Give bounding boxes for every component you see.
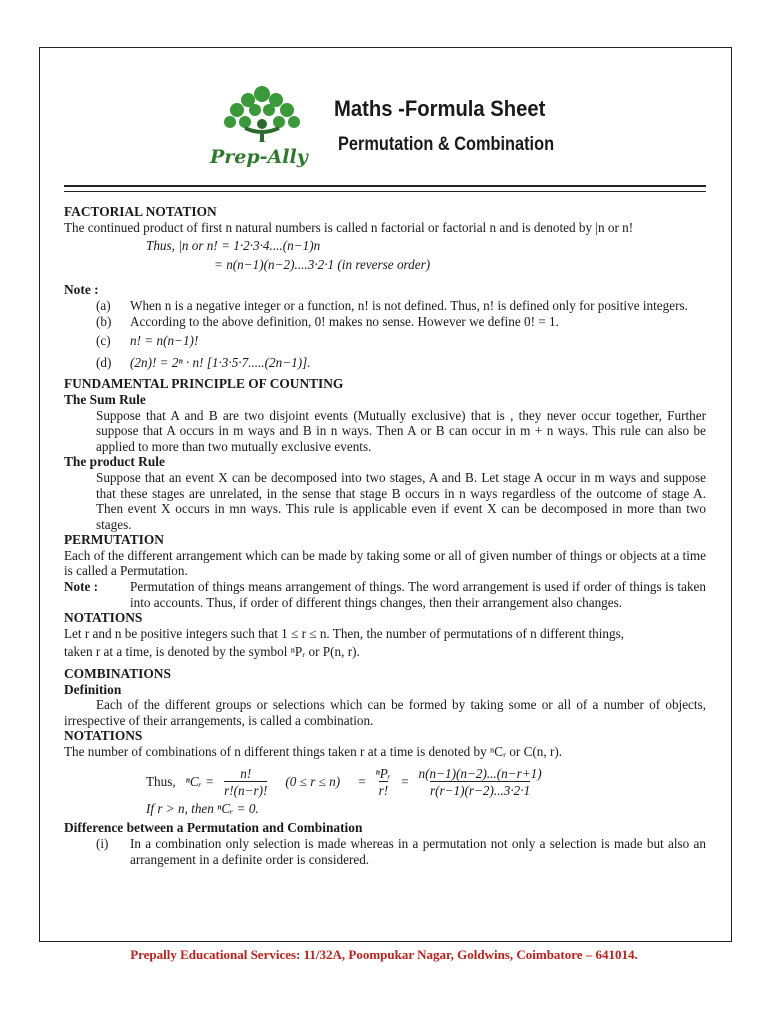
page-subtitle: Permutation & Combination <box>338 134 555 155</box>
note-item: (a) When n is a negative integer or a function, n! is not defined. Thus, n! is defined only for positive integers. <box>96 297 688 313</box>
combination-if-line: If r > n, then ⁿCᵣ = 0. <box>146 800 259 816</box>
sum-rule-text: Suppose that A and B are two disjoint events (Mutually exclusive) that is , they never occur together, Further suppose that A occurs in m ways and B in n ways. Then A or B can occur in m + n ways. This rule can also be applied to more than two mutually exclusive events. <box>96 407 706 454</box>
definition-heading: Definition <box>64 681 122 697</box>
permutation-notations-text-2: taken r at a time, is denoted by the symbol ⁿPᵣ or P(n, r). <box>64 644 360 660</box>
permutation-notations-text-1: Let r and n be positive integers such that 1 ≤ r ≤ n. Then, the number of permutations of n different things, <box>64 625 625 641</box>
permutation-note: Note : Permutation of things means arrangement of things. The word arrangement is used if order of things is taken into accounts. Thus, if order of different things changes, then their arrangement also changes. <box>64 579 706 610</box>
fraction: ⁿPᵣ r! <box>375 765 392 799</box>
combinations-heading: COMBINATIONS <box>64 666 171 682</box>
header-divider <box>64 185 706 192</box>
content <box>64 204 706 867</box>
permutation-notations-heading: NOTATIONS <box>64 610 143 626</box>
combination-notations-heading: NOTATIONS <box>64 728 143 744</box>
page-title: Maths -Formula Sheet <box>334 96 546 121</box>
counting-heading: FUNDAMENTAL PRINCIPLE OF COUNTING <box>64 376 344 392</box>
note-item: (b) According to the above definition, 0! makes no sense. However we define 0! = 1. <box>96 313 559 329</box>
product-rule-heading: The product Rule <box>64 454 165 470</box>
footer-address: Prepally Educational Services: 11/32A, Poompukar Nagar, Goldwins, Coimbatore – 641014. <box>130 947 638 962</box>
factorial-text: The continued product of first n natural numbers is called n factorial or factorial n and is denoted by |n or n! <box>64 219 634 235</box>
factorial-formula-1: Thus, |n or n! = 1·2·3·4....(n−1)n <box>146 238 321 254</box>
combination-formula: Thus, ⁿCᵣ = $\frac{n!}{r!(n-r)!}$ (0 ≤ r ≤ n) = ⁿPᵣ r! = $\frac{n(n-1)(n-2)...(n-r+1)}{r(r-1)(r-2)...3\cdot 2\cdot 1}$ <box>146 765 542 799</box>
difference-heading: Difference between a Permutation and Combination <box>64 820 363 836</box>
permutation-text: Each of the different arrangement which can be made by taking some or all of given number of things or objects at a time is called a Permutation. <box>64 547 706 579</box>
note-item: (d) (2n)! = 2ⁿ · n! [1·3·5·7.....(2n−1)]. <box>96 354 311 370</box>
difference-item: (i) In a combination only selection is made whereas in a permutation not only a selection is made but also an arrangement in a definite order is considered. <box>96 835 706 867</box>
permutation-heading: PERMUTATION <box>64 532 164 548</box>
fraction: $\frac{n!}{r!(n-r)!}$ <box>224 765 268 799</box>
logo-text: Prep-Ally <box>210 146 308 168</box>
product-rule-text: Suppose that an event X can be decomposed into two stages, A and B. Let stage A occur in m ways and suppose that these stages are unrelated, in the sense that stage B occurs in n ways regardless of the outcome of stage A. Then event X occurs in mn ways. This rule is applicable even if event X can be decomposed in more than two stages. <box>96 469 706 532</box>
fraction: $\frac{n(n-1)(n-2)...(n-r+1)}{r(r-1)(r-2)...3\cdot 2\cdot 1}$ <box>418 765 542 799</box>
definition-text: Each of the different groups or selections which can be formed by taking some or all of a number of objects, irrespective of their arrangements, is called a combination. <box>64 697 706 728</box>
note-heading: Note : <box>64 282 99 298</box>
factorial-heading: FACTORIAL NOTATION <box>64 204 217 219</box>
combination-notations-text: The number of combinations of n different things taken r at a time is denoted by ⁿCᵣ or C(n, r). <box>64 744 563 759</box>
sum-rule-heading: The Sum Rule <box>64 391 146 407</box>
note-item: (c) n! = n(n−1)! <box>96 333 199 349</box>
factorial-formula-2: = n(n−1)(n−2)....3·2·1 (in reverse order) <box>214 256 431 272</box>
